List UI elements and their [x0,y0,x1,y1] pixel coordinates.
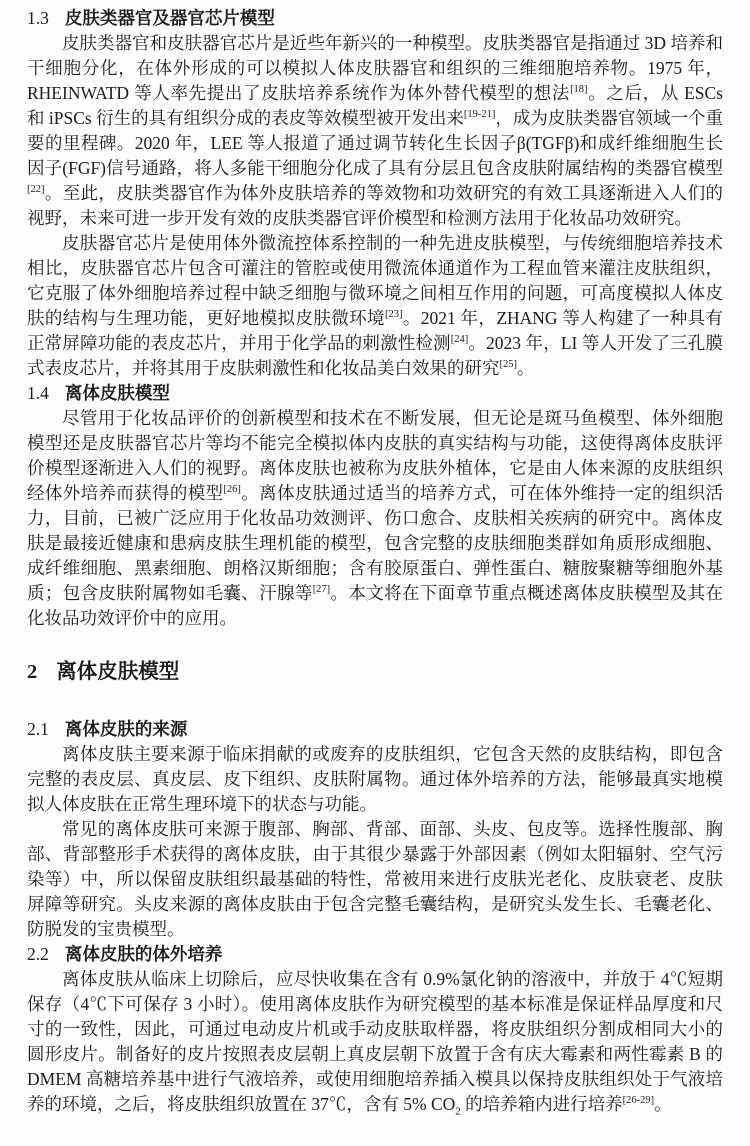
reference-superscript: [27] [312,584,331,596]
paragraph: 尽管用于化妆品评价的创新模型和技术在不断发展，但无论是斑马鱼模型、体外细胞模型还是皮肤器官芯片等均不能完全模拟体内皮肤的真实结构与功能，这使得离体皮肤评价模型逐渐进入人们的视野。离体皮肤也被称为皮肤外植体，它是由人体来源的皮肤组织经体外培养而获得的模型[26]。离体皮肤通过适当的培养方式，可在体外维持一定的组织活力，目前，已被广泛应用于化妆品功效测评、伤口愈合、皮肤相关疾病的研究中。离体皮肤是最接近健康和患病皮肤生理机能的模型，包含完整的皮肤细胞类群如角质形成细胞、成纤维细胞、黑素细胞、朗格汉斯细胞；含有胶原蛋白、弹性蛋白、糖胺聚糖等细胞外基质；包含皮肤附属物如毛囊、汗腺等[27]。本文将在下面章节重点概述离体皮肤模型及其在化妆品功效评价中的应用。 [27,408,724,628]
reference-superscript: [25] [499,359,517,371]
heading-title: 离体皮肤的来源 [64,719,188,739]
subheading [27,717,723,742]
subheading [27,942,723,967]
heading-number: 1.4 [27,383,49,403]
reference-superscript: [26] [223,484,241,496]
reference-superscript: [22] [27,184,45,196]
reference-superscript: [23] [384,309,403,321]
subscript: 2 [455,1105,461,1118]
reference-superscript: [26-29] [622,1095,655,1107]
heading-title: 离体皮肤的体外培养 [64,944,223,964]
reference-superscript: [19-21] [463,109,496,121]
paragraph: 离体皮肤主要来源于临床捐献的或废弃的皮肤组织，它包含天然的皮肤结构，即包含完整的表皮层、真皮层、皮下组织、皮肤附属物。通过体外培养的方法，能够最真实地模拟人体皮肤在正常生理环境下的状态与功能。 [27,744,723,814]
heading-number: 2.2 [27,944,49,964]
subheading [27,6,723,31]
reference-superscript: [18] [570,84,588,96]
subheading [27,381,723,406]
paragraph: 常见的离体皮肤可来源于腹部、胸部、背部、面部、头皮、包皮等。选择性腹部、胸部、背部整形手术获得的离体皮肤，由于其很少暴露于外部因素（例如太阳辐射、空气污染等）中，所以保留皮肤组织最基础的特性，常被用来进行皮肤光老化、皮肤衰老、皮肤屏障等研究。头皮来源的离体皮肤由于包含完整毛囊结构，是研究头发生长、毛囊老化、防脱发的宝贵模型。 [27,819,723,939]
reference-superscript: [24] [450,334,469,346]
paragraph: 离体皮肤从临床上切除后，应尽快收集在含有 0.9%氯化钠的溶液中，并放于 4℃短期保存（4℃下可保存 3 小时）。使用离体皮肤作为研究模型的基本标准是保证样品厚度和尺寸的一致性，因此，可通过电动皮片机或手动皮肤取样器，将皮肤组织分割成相同大小的圆形皮片。制备好的皮片按照表皮层朝上真皮层朝下放置于含有庆大霉素和两性霉素 B 的 DMEM 高糖培养基中进行气液培养，或使用细胞培养插入模具以保持皮肤组织处于气液培养的环境，之后，将皮肤组织放置在 37℃，含有 5% $CO_2$ 的培养箱内进行培养[26-29]。 [27,969,723,1118]
heading-number: 2.1 [27,719,49,739]
paragraph: 皮肤器官芯片是使用体外微流控体系控制的一种先进皮肤模型，与传统细胞培养技术相比，皮肤器官芯片包含可灌注的管腔或使用微流体通道作为工程血管来灌注皮肤组织，它克服了体外细胞培养过程中缺乏细胞与微环境之间相互作用的问题，可高度模拟人体皮肤的结构与生理功能，更好地模拟皮肤微环境[23]。2021 年，ZHANG 等人构建了一种具有正常屏障功能的表皮芯片，并用于化学品的刺激性检测[24]。2023 年，LI 等人开发了三孔膜式表皮芯片，并将其用于皮肤刺激性和化妆品美白效果的研究[25]。 [27,233,724,378]
heading-title: 离体皮肤模型 [56,660,180,683]
heading-title: 离体皮肤模型 [64,383,170,403]
paragraph: 皮肤类器官和皮肤器官芯片是近些年新兴的一种模型。皮肤类器官是指通过 3D 培养和干细胞分化，在体外形成的可以模拟人体皮肤器官和组织的三维细胞培养物。1975 年，RHEINWATD 等人率先提出了皮肤培养系统作为体外替代模型的想法[18]。之后，从 ESCs 和 iPSCs 衍生的具有组织分成的表皮等效模型被开发出来[19-21]，成为皮肤类器官领域一个重要的里程碑。2020 年，LEE 等人报道了通过调节转化生长因子β(TGFβ)和成纤维细胞生长因子(FGF)信号通路，将人多能干细胞分化成了具有分层且包含皮肤附属结构的类器官模型[22]。至此，皮肤类器官作为体外皮肤培养的等效物和功效研究的有效工具逐渐进入人们的视野，未来可进一步开发有效的皮肤类器官评价模型和检测方法用于化妆品功效研究。 [27,33,723,228]
heading-number: 2 [27,661,38,683]
heading-number: 1.3 [27,8,49,28]
heading-title: 皮肤类器官及器官芯片模型 [64,8,275,28]
section-heading [27,658,723,686]
